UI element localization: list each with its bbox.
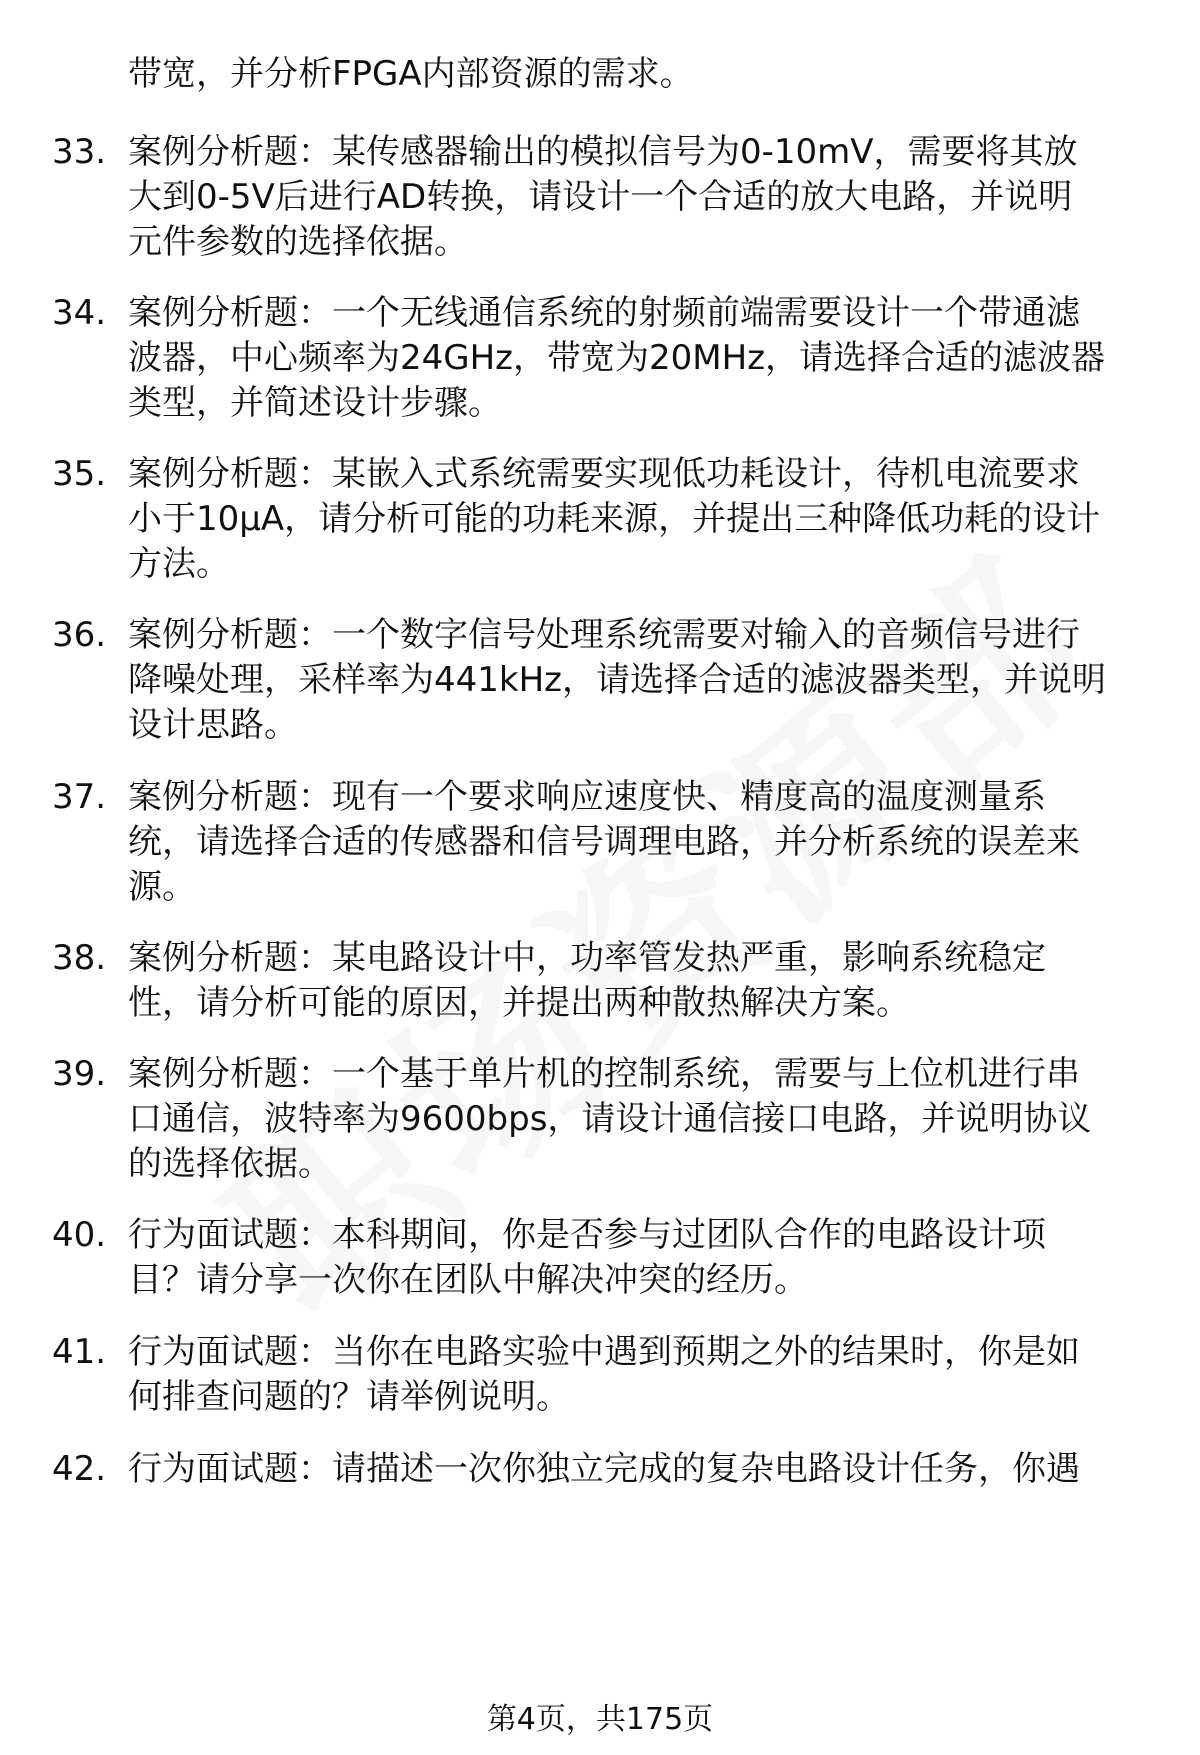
question-text bbox=[128, 130, 1168, 265]
question-line: 带宽，并分析FPGA内部资源的需求。 bbox=[128, 54, 694, 94]
question-line: 口通信，波特率为9600bps，请设计通信接口电路，并说明协议 bbox=[128, 1099, 1092, 1139]
question-text bbox=[128, 613, 1168, 748]
question-number: 35. bbox=[52, 454, 107, 494]
question-number: 36. bbox=[52, 615, 107, 655]
question-line: 方法。 bbox=[128, 544, 230, 584]
question-line: 设计思路。 bbox=[128, 705, 298, 745]
question-line: 案例分析题：某传感器输出的模拟信号为0-10mV，需要将其放 bbox=[128, 132, 1078, 172]
question-text bbox=[128, 1052, 1168, 1187]
question-number: 40. bbox=[52, 1215, 107, 1255]
question-line: 案例分析题：一个数字信号处理系统需要对输入的音频信号进行 bbox=[128, 615, 1080, 655]
question-text bbox=[128, 1447, 1168, 1492]
question-line: 案例分析题：一个无线通信系统的射频前端需要设计一个带通滤 bbox=[128, 293, 1080, 333]
page-footer: 第4页，共175页 bbox=[486, 1702, 714, 1737]
question-text bbox=[128, 936, 1168, 1026]
question-number: 37. bbox=[52, 777, 107, 817]
question-line: 统，请选择合适的传感器和信号调理电路，并分析系统的误差来 bbox=[128, 822, 1080, 862]
question-line: 行为面试题：请描述一次你独立完成的复杂电路设计任务，你遇 bbox=[128, 1449, 1080, 1489]
question-line: 行为面试题：本科期间，你是否参与过团队合作的电路设计项 bbox=[128, 1215, 1046, 1255]
question-text bbox=[128, 775, 1168, 910]
question-number: 33. bbox=[52, 132, 107, 172]
question-line: 的选择依据。 bbox=[128, 1144, 332, 1184]
question-number: 39. bbox=[52, 1054, 107, 1094]
question-number: 42. bbox=[52, 1449, 107, 1489]
question-number: 41. bbox=[52, 1332, 107, 1372]
question-line: 大到0-5V后进行AD转换，请设计一个合适的放大电路，并说明 bbox=[128, 177, 1073, 217]
question-line: 波器，中心频率为24GHz，带宽为20MHz，请选择合适的滤波器 bbox=[128, 338, 1106, 378]
question-line: 案例分析题：现有一个要求响应速度快、精度高的温度测量系 bbox=[128, 777, 1046, 817]
question-line: 何排查问题的？请举例说明。 bbox=[128, 1377, 570, 1417]
question-line: 性，请分析可能的原因，并提出两种散热解决方案。 bbox=[128, 983, 910, 1023]
question-text bbox=[128, 291, 1168, 426]
question-line: 案例分析题：一个基于单片机的控制系统，需要与上位机进行串 bbox=[128, 1054, 1080, 1094]
question-text bbox=[128, 1330, 1168, 1420]
question-line: 目？请分享一次你在团队中解决冲突的经历。 bbox=[128, 1260, 808, 1300]
question-line: 行为面试题：当你在电路实验中遇到预期之外的结果时，你是如 bbox=[128, 1332, 1080, 1372]
question-line: 元件参数的选择依据。 bbox=[128, 222, 468, 262]
question-line: 源。 bbox=[128, 867, 196, 907]
question-line: 案例分析题：某嵌入式系统需要实现低功耗设计，待机电流要求 bbox=[128, 454, 1080, 494]
question-number: 38. bbox=[52, 938, 107, 978]
question-line: 小于10μA，请分析可能的功耗来源，并提出三种降低功耗的设计 bbox=[128, 499, 1101, 539]
question-line: 类型，并简述设计步骤。 bbox=[128, 383, 502, 423]
question-number: 34. bbox=[52, 293, 107, 333]
question-line: 降噪处理，采样率为441kHz，请选择合适的滤波器类型，并说明 bbox=[128, 660, 1106, 700]
question-line: 案例分析题：某电路设计中，功率管发热严重，影响系统稳定 bbox=[128, 938, 1046, 978]
question-text bbox=[128, 1213, 1168, 1303]
question-text bbox=[128, 452, 1168, 587]
